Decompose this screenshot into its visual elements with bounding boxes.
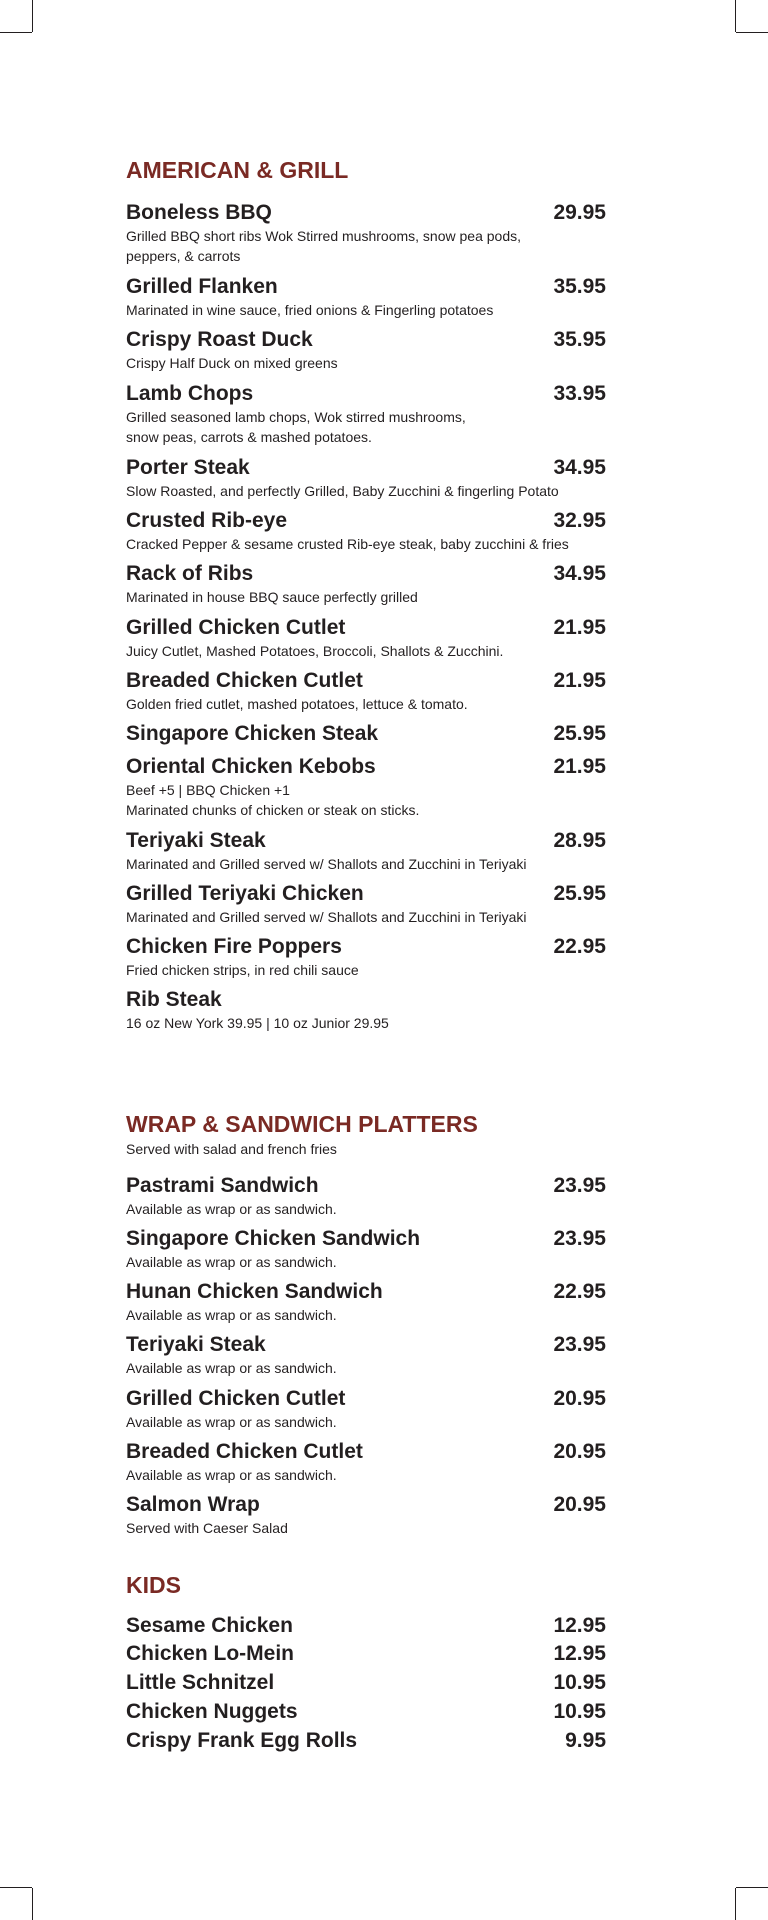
item-description: Fried chicken strips, in red chili sauce bbox=[126, 962, 359, 978]
item-name: Chicken Nuggets bbox=[126, 1700, 298, 1723]
item-description: Grilled BBQ short ribs Wok Stirred mushrooms, snow pea pods, peppers, & carrots bbox=[126, 228, 522, 264]
item-price: 35.95 bbox=[553, 275, 606, 298]
item-name: Pastrami Sandwich bbox=[126, 1174, 319, 1197]
item-description: Marinated and Grilled served w/ Shallots and Zucchini in Teriyaki bbox=[126, 909, 527, 925]
item-price: 21.95 bbox=[553, 669, 606, 692]
item-price: 20.95 bbox=[553, 1493, 606, 1516]
item-price: 34.95 bbox=[553, 562, 606, 585]
item-price: 23.95 bbox=[553, 1174, 606, 1197]
item-description: Available as wrap or as sandwich. bbox=[126, 1414, 337, 1430]
item-price: 34.95 bbox=[553, 456, 606, 479]
item-price: 12.95 bbox=[553, 1642, 606, 1665]
item-name: Crusted Rib-eye bbox=[126, 509, 288, 532]
item-price: 9.95 bbox=[565, 1729, 606, 1752]
item-description: Available as wrap or as sandwich. bbox=[126, 1201, 337, 1217]
item-name: Singapore Chicken Steak bbox=[126, 722, 379, 745]
item-name: Chicken Lo-Mein bbox=[126, 1642, 295, 1665]
item-description: Available as wrap or as sandwich. bbox=[126, 1360, 337, 1376]
item-description: Marinated in house BBQ sauce perfectly grilled bbox=[126, 589, 418, 605]
crop-mark-bottom-left-vertical bbox=[32, 1888, 33, 1920]
item-name: Teriyaki Steak bbox=[126, 1333, 266, 1356]
item-price: 33.95 bbox=[553, 382, 606, 405]
item-price: 25.95 bbox=[553, 882, 606, 905]
item-description: Served with Caeser Salad bbox=[126, 1520, 288, 1536]
item-price: 28.95 bbox=[553, 829, 606, 852]
item-name: Grilled Teriyaki Chicken bbox=[126, 882, 364, 905]
item-name: Sesame Chicken bbox=[126, 1614, 293, 1637]
item-price: 21.95 bbox=[553, 616, 606, 639]
item-name: Little Schnitzel bbox=[126, 1671, 275, 1694]
crop-mark-top-left-horizontal bbox=[0, 32, 32, 33]
item-description: Marinated in wine sauce, fried onions & Fingerling potatoes bbox=[126, 302, 494, 318]
item-price: 21.95 bbox=[553, 755, 606, 778]
item-name: Rib Steak bbox=[126, 988, 222, 1011]
item-price: 29.95 bbox=[553, 201, 606, 224]
section-subtitle-wrap: Served with salad and french fries bbox=[126, 1141, 337, 1157]
item-price: 10.95 bbox=[553, 1671, 606, 1694]
item-price: 35.95 bbox=[553, 328, 606, 351]
item-name: Grilled Chicken Cutlet bbox=[126, 616, 346, 639]
item-name: Crispy Roast Duck bbox=[126, 328, 313, 351]
item-price: 32.95 bbox=[553, 509, 606, 532]
item-description: Golden fried cutlet, mashed potatoes, lettuce & tomato. bbox=[126, 696, 468, 712]
item-name: Breaded Chicken Cutlet bbox=[126, 1440, 363, 1463]
item-description: Available as wrap or as sandwich. bbox=[126, 1254, 337, 1270]
item-name: Salmon Wrap bbox=[126, 1493, 260, 1516]
item-name: Crispy Frank Egg Rolls bbox=[126, 1729, 358, 1752]
item-name: Lamb Chops bbox=[126, 382, 254, 405]
item-price: 23.95 bbox=[553, 1227, 606, 1250]
item-name: Boneless BBQ bbox=[126, 201, 272, 224]
item-price: 22.95 bbox=[553, 1280, 606, 1303]
item-price: 22.95 bbox=[553, 935, 606, 958]
item-price: 10.95 bbox=[553, 1700, 606, 1723]
item-name: Porter Steak bbox=[126, 456, 250, 479]
item-description: Available as wrap or as sandwich. bbox=[126, 1467, 337, 1483]
item-price: 25.95 bbox=[553, 722, 606, 745]
item-price: 20.95 bbox=[553, 1387, 606, 1410]
item-description: Crispy Half Duck on mixed greens bbox=[126, 355, 338, 371]
item-description: Cracked Pepper & sesame crusted Rib-eye steak, baby zucchini & fries bbox=[126, 536, 569, 552]
item-name: Grilled Flanken bbox=[126, 275, 278, 298]
crop-mark-bottom-left-horizontal bbox=[0, 1887, 32, 1888]
item-name: Grilled Chicken Cutlet bbox=[126, 1387, 346, 1410]
crop-mark-top-right-horizontal bbox=[736, 32, 768, 33]
item-description: Juicy Cutlet, Mashed Potatoes, Broccoli, Shallots & Zucchini. bbox=[126, 643, 504, 659]
item-name: Teriyaki Steak bbox=[126, 829, 266, 852]
item-name: Breaded Chicken Cutlet bbox=[126, 669, 363, 692]
item-price: 12.95 bbox=[553, 1614, 606, 1637]
section-title-kids: KIDS bbox=[126, 1572, 181, 1598]
section-title-wrap: WRAP & SANDWICH PLATTERS bbox=[126, 1111, 478, 1137]
item-description: Marinated and Grilled served w/ Shallots and Zucchini in Teriyaki bbox=[126, 856, 527, 872]
item-description: Slow Roasted, and perfectly Grilled, Baby Zucchini & fingerling Potato bbox=[126, 483, 559, 499]
item-description: Available as wrap or as sandwich. bbox=[126, 1307, 337, 1323]
crop-mark-top-right-vertical bbox=[735, 0, 736, 32]
section-title-american: AMERICAN & GRILL bbox=[126, 157, 349, 183]
crop-mark-bottom-right-vertical bbox=[735, 1888, 736, 1920]
item-name: Chicken Fire Poppers bbox=[126, 935, 342, 958]
item-price: 23.95 bbox=[553, 1333, 606, 1356]
item-name: Oriental Chicken Kebobs bbox=[126, 755, 376, 778]
item-description: 16 oz New York 39.95 | 10 oz Junior 29.95 bbox=[126, 1015, 389, 1031]
item-name: Rack of Ribs bbox=[126, 562, 254, 585]
item-name: Singapore Chicken Sandwich bbox=[126, 1227, 421, 1250]
item-price: 20.95 bbox=[553, 1440, 606, 1463]
crop-mark-bottom-right-horizontal bbox=[736, 1887, 768, 1888]
item-name: Hunan Chicken Sandwich bbox=[126, 1280, 383, 1303]
crop-mark-top-left-vertical bbox=[32, 0, 33, 32]
item-description: Beef +5 | BBQ Chicken +1 Marinated chunks of chicken or steak on sticks. bbox=[126, 782, 420, 818]
item-description: Grilled seasoned lamb chops, Wok stirred mushrooms, snow peas, carrots & mashed potatoes. bbox=[126, 409, 466, 445]
